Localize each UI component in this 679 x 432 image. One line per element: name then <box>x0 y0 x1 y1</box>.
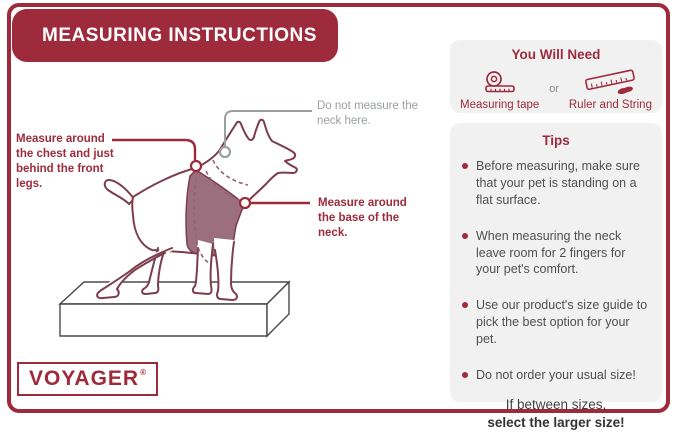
tip-item <box>462 158 650 209</box>
measuring-tape-label: Measuring tape <box>460 99 540 111</box>
callout-neck-base: Measure around the base of the neck. <box>318 197 407 239</box>
voyager-logo-text: VOYAGER <box>29 367 140 390</box>
header-banner <box>12 9 338 62</box>
tips-footer-line1: If between sizes, <box>505 396 607 412</box>
bullet-icon <box>462 163 468 169</box>
tip-text: When measuring the neck leave room for 2 fingers for your pet's comfort. <box>476 228 626 277</box>
need-item-measuring-tape <box>460 70 539 111</box>
registered-mark: ® <box>140 368 146 377</box>
page-title: MEASURING INSTRUCTIONS <box>42 24 317 46</box>
ruler-string-icon <box>579 66 641 97</box>
measuring-tape-icon <box>482 70 518 97</box>
tips-panel <box>450 123 662 430</box>
bullet-icon <box>462 372 468 378</box>
or-separator: or <box>549 83 559 95</box>
tip-item <box>462 297 650 348</box>
tip-item <box>462 367 650 384</box>
tips-footer <box>462 396 650 432</box>
you-will-need-panel <box>450 40 662 113</box>
tip-text: Do not order your usual size! <box>476 367 636 382</box>
tip-item <box>462 228 650 279</box>
voyager-logo <box>17 362 158 396</box>
callout-chest: Measure around the chest and just behind the front legs. <box>16 133 114 190</box>
bullet-icon <box>462 233 468 239</box>
you-will-need-title: You Will Need <box>511 47 601 62</box>
callout-neck-warning: Do not measure the neck here. <box>317 100 419 127</box>
ruler-string-label: Ruler and String <box>568 99 652 111</box>
tip-text: Before measuring, make sure that your pet is standing on a flat surface. <box>476 159 640 207</box>
need-item-ruler-string <box>569 66 652 111</box>
tips-footer-line2: select the larger size! <box>487 414 625 430</box>
tips-title: Tips <box>542 133 570 148</box>
bullet-icon <box>462 302 468 308</box>
tip-text: Use our product's size guide to pick the best option for your pet. <box>476 298 648 346</box>
tips-list <box>462 158 650 384</box>
